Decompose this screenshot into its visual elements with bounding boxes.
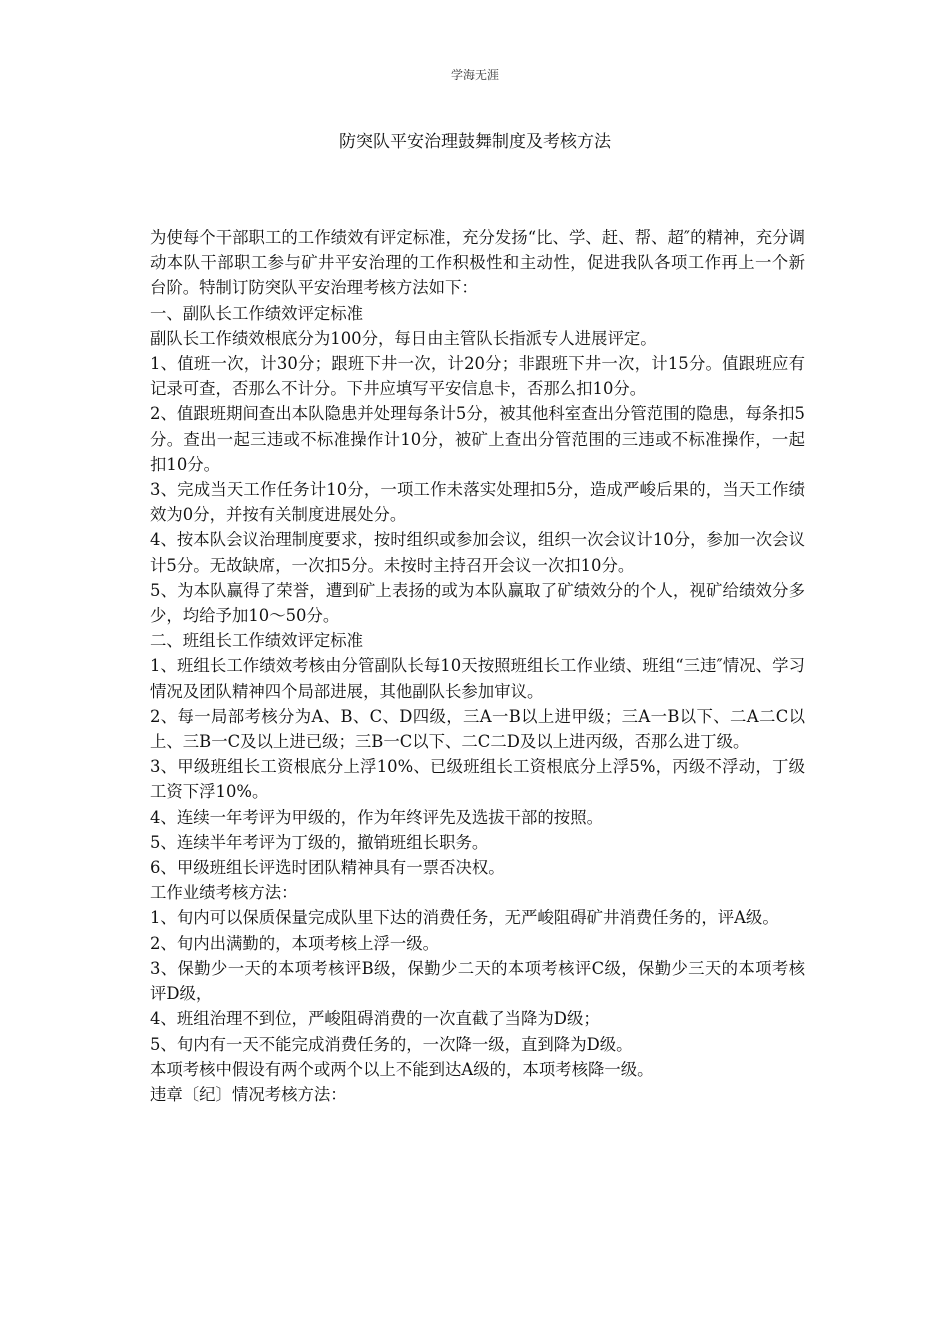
list-item: 2、旬内出满勤的，本项考核上浮一级。 [150, 933, 440, 953]
list-item: 1、旬内可以保质保量完成队里下达的消费任务，无严峻阻碍矿井消费任务的，评A级。 [150, 908, 779, 928]
list-item: 2、每一局部考核分为A、B、C、D四级，三A一B以上进甲级；三A一B以下、二A二C以上、三B一C及以上进已级；三B一C以下、二C二D及以上进丙级，否那么进丁级。 [150, 706, 805, 752]
subsection-heading: 工作业绩考核方法： [150, 883, 298, 903]
section-heading-2: 二、班组长工作绩效评定标准 [150, 631, 364, 651]
list-item: 5、为本队赢得了荣誉，遭到矿上表扬的或为本队赢取了矿绩效分的个人，视矿给绩效分多少，均给予加10～50分。 [150, 580, 805, 626]
list-item: 1、班组长工作绩效考核由分管副队长每10天按照班组长工作业绩、班组“三违″情况、学习情况及团队精神四个局部进展，其他副队长参加审议。 [150, 656, 805, 701]
subsection-heading: 违章〔纪〕情况考核方法： [150, 1084, 347, 1104]
intro-paragraph: 为使每个干部职工的工作绩效有评定标准，充分发扬“比、学、赶、帮、超″的精神，充分调动本队干部职工参与矿井平安治理的工作积极性和主动性，促进我队各项工作再上一个新台阶。特制订防突队平安治理考核方法如下： [150, 228, 805, 298]
list-item: 5、连续半年考评为丁级的，撤销班组长职务。 [150, 832, 489, 852]
page-header: 学海无涯 [450, 68, 499, 82]
section-heading-1: 一、副队长工作绩效评定标准 [150, 303, 364, 323]
list-item: 3、保勤少一天的本项考核评B级，保勤少二天的本项考核评C级，保勤少三天的本项考核评D级， [150, 958, 805, 1004]
paragraph: 副队长工作绩效根底分为100分，每日由主管队长指派专人进展评定。 [150, 328, 657, 348]
list-item: 4、连续一年考评为甲级的，作为年终评先及选拔干部的按照。 [150, 807, 603, 827]
document-title: 防突队平安治理鼓舞制度及考核方法 [339, 132, 611, 152]
list-item: 4、按本队会议治理制度要求，按时组织或参加会议，组织一次会议计10分，参加一次会议计5分。无故缺席，一次扣5分。未按时主持召开会议一次扣10分。 [150, 530, 805, 575]
list-item: 1、值班一次，计30分；跟班下井一次，计20分；非跟班下井一次，计15分。值跟班应有记录可查，否那么不计分。下井应填写平安信息卡，否那么扣10分。 [150, 354, 805, 399]
paragraph: 本项考核中假设有两个或两个以上不能到达A级的，本项考核降一级。 [150, 1059, 654, 1079]
list-item: 4、班组治理不到位，严峻阻碍消费的一次直截了当降为D级； [150, 1009, 600, 1029]
list-item: 3、完成当天工作任务计10分，一项工作未落实处理扣5分，造成严峻后果的，当天工作绩效为0分，并按有关制度进展处分。 [150, 480, 805, 525]
document-body [150, 225, 805, 1107]
list-item: 3、甲级班组长工资根底分上浮10%、已级班组长工资根底分上浮5%，丙级不浮动，丁级工资下浮10%。 [150, 757, 805, 802]
list-item: 5、旬内有一天不能完成消费任务的，一次降一级，直到降为D级。 [150, 1034, 633, 1054]
list-item: 6、甲级班组长评选时团队精神具有一票否决权。 [150, 858, 505, 878]
list-item: 2、值跟班期间查出本队隐患并处理每条计5分，被其他科室查出分管范围的隐患，每条扣5分。查出一起三违或不标准操作计10分，被矿上查出分管范围的三违或不标准操作，一起扣10分。 [150, 404, 805, 474]
